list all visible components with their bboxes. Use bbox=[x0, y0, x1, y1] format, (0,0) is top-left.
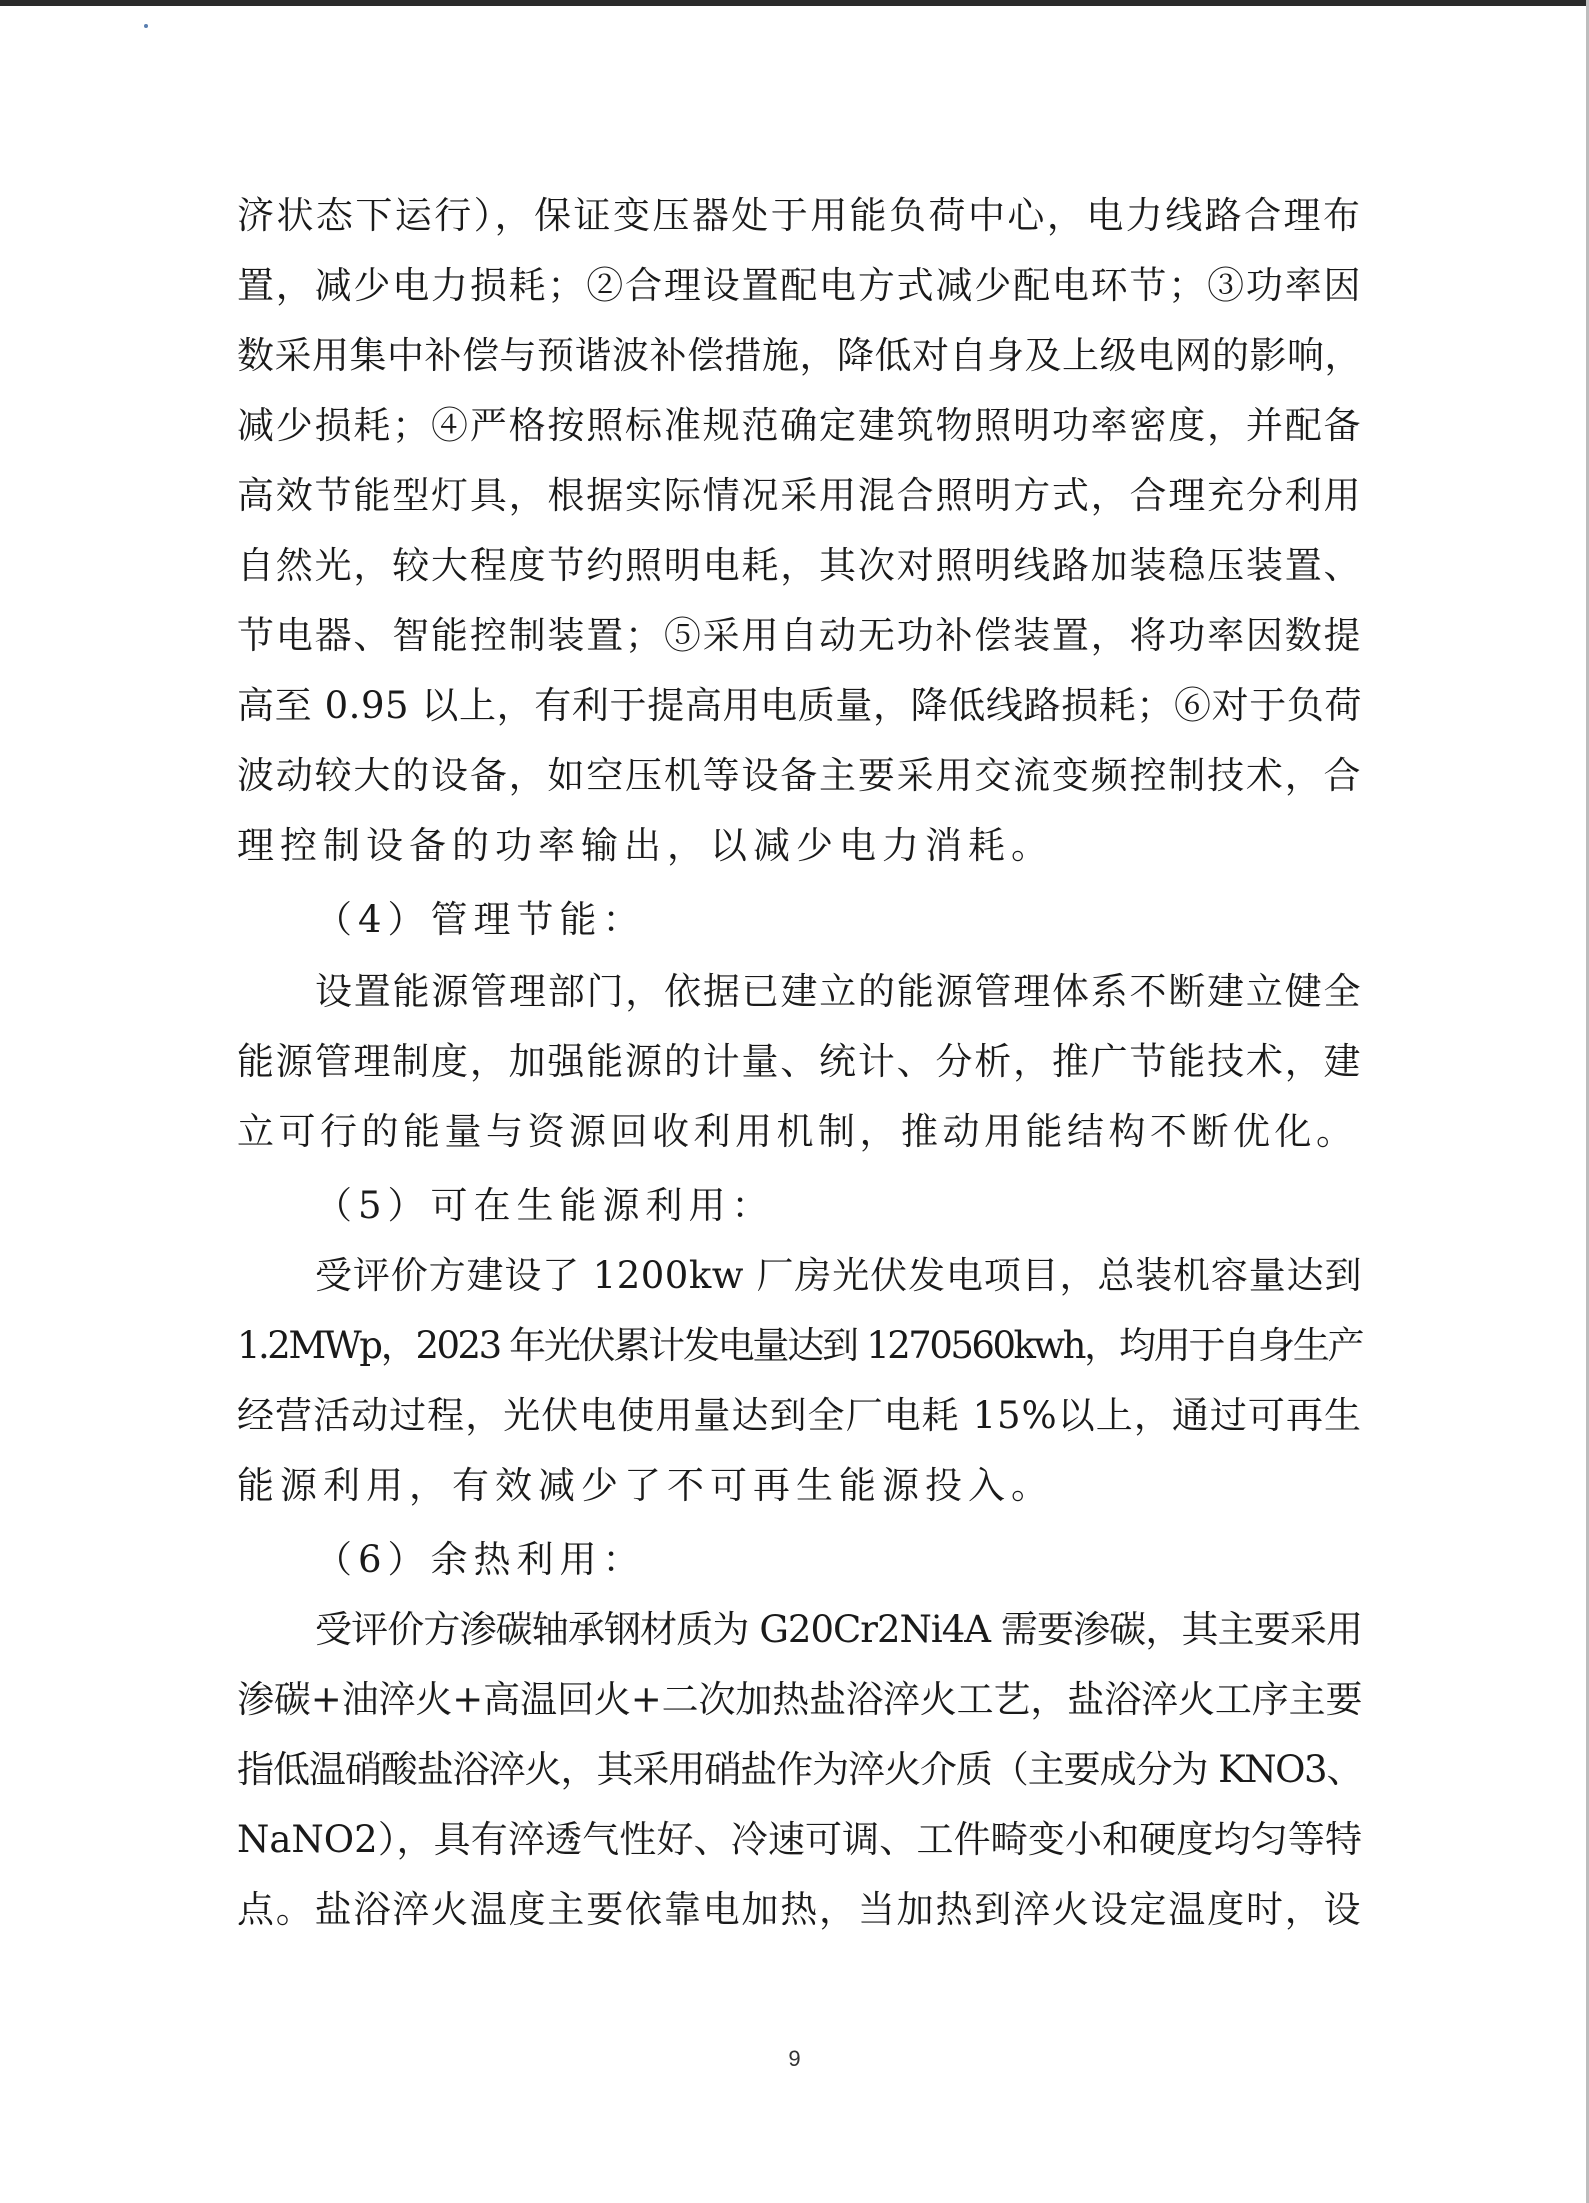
paragraph-line: 能源利用，有效减少了不可再生能源投入。 bbox=[237, 1464, 1054, 1507]
paragraph-line: 数采用集中补偿与预谐波补偿措施，降低对自身及上级电网的影响， bbox=[237, 334, 1362, 377]
paragraph-line: 立可行的能量与资源回收利用机制，推动用能结构不断优化。 bbox=[237, 1110, 1358, 1153]
section-heading: （6）余热利用： bbox=[315, 1538, 646, 1581]
paragraph-line: 指低温硝酸盐浴淬火，其采用硝盐作为淬火介质（主要成分为 KNO3、 bbox=[237, 1748, 1362, 1791]
paragraph-line: 波动较大的设备，如空压机等设备主要采用交流变频控制技术，合 bbox=[237, 754, 1362, 797]
paragraph-line: 渗碳+油淬火+高温回火+二次加热盐浴淬火工艺，盐浴淬火工序主要 bbox=[237, 1678, 1362, 1721]
scan-top-edge bbox=[0, 0, 1589, 6]
paragraph-line: 节电器、智能控制装置；⑤采用自动无功补偿装置，将功率因数提 bbox=[237, 614, 1362, 657]
paragraph-line: 高至 0.95 以上，有利于提高用电质量，降低线路损耗；⑥对于负荷 bbox=[237, 684, 1362, 727]
paragraph-line: NaNO2），具有淬透气性好、冷速可调、工件畸变小和硬度均匀等特 bbox=[237, 1818, 1362, 1861]
scan-speck bbox=[144, 24, 148, 28]
section-heading: （5）可在生能源利用： bbox=[315, 1184, 775, 1227]
paragraph-line: 济状态下运行），保证变压器处于用能负荷中心，电力线路合理布 bbox=[237, 194, 1362, 237]
paragraph-line: 能源管理制度，加强能源的计量、统计、分析，推广节能技术，建 bbox=[237, 1040, 1362, 1083]
paragraph-line: 点。盐浴淬火温度主要依靠电加热，当加热到淬火设定温度时，设 bbox=[237, 1888, 1362, 1931]
paragraph-line: 理控制设备的功率输出，以减少电力消耗。 bbox=[237, 824, 1054, 867]
paragraph-line: 置，减少电力损耗；②合理设置配电方式减少配电环节；③功率因 bbox=[237, 264, 1362, 307]
paragraph-line: 受评价方建设了 1200kw 厂房光伏发电项目，总装机容量达到 bbox=[315, 1254, 1362, 1297]
paragraph-line: 受评价方渗碳轴承钢材质为 G20Cr2Ni4A 需要渗碳，其主要采用 bbox=[315, 1608, 1362, 1651]
paragraph-line: 减少损耗；④严格按照标准规范确定建筑物照明功率密度，并配备 bbox=[237, 404, 1362, 447]
paragraph-line: 高效节能型灯具，根据实际情况采用混合照明方式，合理充分利用 bbox=[237, 474, 1362, 517]
paragraph-line: 1.2MWp，2023 年光伏累计发电量达到 1270560kwh，均用于自身生产 bbox=[237, 1324, 1362, 1367]
paragraph-line: 自然光，较大程度节约照明电耗，其次对照明线路加装稳压装置、 bbox=[237, 544, 1362, 587]
paragraph-line: 经营活动过程，光伏电使用量达到全厂电耗 15%以上，通过可再生 bbox=[237, 1394, 1362, 1437]
section-heading: （4）管理节能： bbox=[315, 898, 646, 941]
paragraph-line: 设置能源管理部门，依据已建立的能源管理体系不断建立健全 bbox=[315, 970, 1362, 1013]
page-number: 9 bbox=[788, 2046, 801, 2071]
